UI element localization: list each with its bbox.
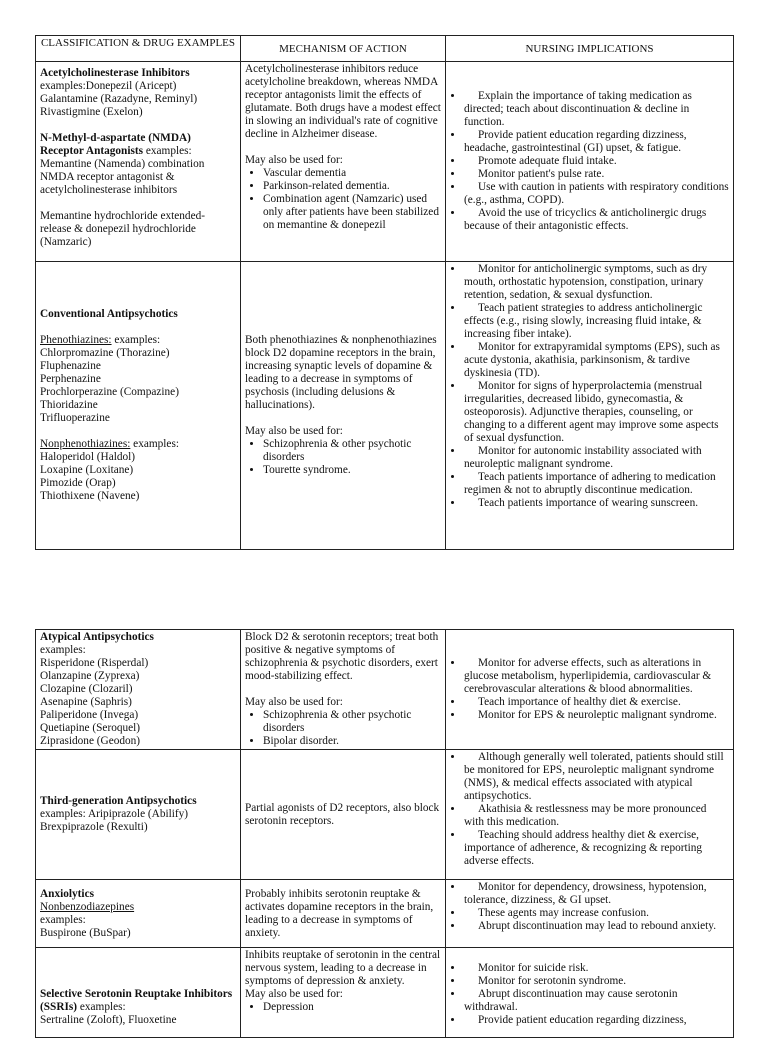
list-item: • Provide patient education regarding dizziness, <box>464 1014 729 1027</box>
drug-line: Asenapine (Saphris) <box>40 696 132 708</box>
list-item: • Monitor for dependency, drowsiness, hypotension, tolerance, dizziness, & GI upset. <box>464 881 729 907</box>
nursing-cell <box>446 630 734 750</box>
table-row <box>36 262 734 550</box>
drug-line: acetylcholinesterase inhibitors <box>40 184 178 196</box>
list-item: • Monitor for serotonin syndrome. <box>464 975 729 988</box>
nursing-list <box>450 751 729 868</box>
drug-line: Olanzapine (Zyprexa) <box>40 670 140 682</box>
list-item: • Provide patient education regarding dizziness, headache, gastrointestinal (GI) upset, & fatigue. <box>464 129 729 155</box>
mechanism-cell <box>241 62 446 262</box>
list-item: • Teaching should address healthy diet & exercise, importance of adherence, & recognizing & reporting adverse effects. <box>464 829 729 868</box>
drug-line: Thioridazine <box>40 399 98 411</box>
also-used-label: May also be used for: <box>245 988 343 1000</box>
drug-line: Trifluoperazine <box>40 412 110 424</box>
drug-line: Galantamine (Razadyne, Reminyl) <box>40 93 198 105</box>
class-title: N-Methyl-d-aspartate (NMDA) Receptor Antagonists <box>40 132 191 157</box>
class-title: Conventional Antipsychotics <box>40 308 178 320</box>
subclass-label: Phenothiazines: <box>40 334 112 346</box>
table-row <box>36 750 734 880</box>
list-item: • Abrupt discontinuation may cause serotonin withdrawal. <box>464 988 729 1014</box>
nursing-list <box>450 962 729 1027</box>
table-row <box>36 630 734 750</box>
list-item: • Monitor for suicide risk. <box>464 962 729 975</box>
drug-line: Ziprasidone (Geodon) <box>40 735 141 747</box>
list-item: • Vascular dementia <box>263 167 441 180</box>
list-item: • Avoid the use of tricyclics & anticholinergic drugs because of their antagonistic effects. <box>464 207 729 233</box>
drug-line: examples: <box>40 913 86 926</box>
also-used-list <box>245 1001 441 1014</box>
list-item: • Parkinson-related dementia. <box>263 180 441 193</box>
class-title: Anxiolytics <box>40 887 94 900</box>
list-item: • Depression <box>263 1001 441 1014</box>
also-used-list <box>245 709 441 748</box>
list-item: • Bipolar disorder. <box>263 735 441 748</box>
table-row <box>36 948 734 1038</box>
also-used-label: May also be used for: <box>245 154 343 166</box>
list-item: • These agents may increase confusion. <box>464 907 729 920</box>
list-item: • Monitor patient's pulse rate. <box>464 168 729 181</box>
list-item: • Monitor for anticholinergic symptoms, such as dry mouth, orthostatic hypotension, constipation, urinary retention, sedation, & sexual dysfunction. <box>464 263 729 302</box>
drug-line: Fluphenazine <box>40 360 101 372</box>
list-item: • Tourette syndrome. <box>263 464 441 477</box>
drug-line: Brexpiprazole (Rexulti) <box>40 821 148 833</box>
examples-label: examples: <box>143 145 192 157</box>
drug-table-1 <box>35 35 734 550</box>
nursing-cell <box>446 750 734 880</box>
classification-cell <box>36 750 241 880</box>
list-item: • Monitor for signs of hyperprolactemia (menstrual irregularities, decreased libido, gynecomastia, & osteoporosis). Adjunctive therapies, counseling, or changing to a different agent may improve some aspects of sexual dysfunction. <box>464 380 729 445</box>
list-item: • Teach patients importance of adhering to medication regimen & not to abruptly discontinue medication. <box>464 471 729 497</box>
list-item: • Schizophrenia & other psychotic disorders <box>263 438 441 464</box>
drug-line: Prochlorperazine (Compazine) <box>40 386 179 398</box>
mechanism-text: Probably inhibits serotonin reuptake & activates dopamine receptors in the brain, leading to a decrease in symptoms of anxiety. <box>245 887 434 939</box>
drug-line: examples: <box>40 644 86 656</box>
mechanism-text: Partial agonists of D2 receptors, also block serotonin receptors. <box>245 801 440 827</box>
class-title: Atypical Antipsychotics <box>40 631 154 643</box>
list-item: • Monitor for adverse effects, such as alterations in glucose metabolism, hyperlipidemia, cardiovascular & cerebrovascular alterations & blood abnormalities. <box>464 657 729 696</box>
list-item: • Teach importance of healthy diet & exercise. <box>464 696 729 709</box>
list-item: • Use with caution in patients with respiratory conditions (e.g., asthma, COPD). <box>464 181 729 207</box>
subclass-label: Nonbenzodiazepines <box>40 900 135 913</box>
header-classification: CLASSIFICATION & DRUG EXAMPLES <box>36 36 241 62</box>
header-row <box>36 36 734 62</box>
list-item: • Combination agent (Namzaric) used only after patients have been stabilized on memantine & donepezil <box>263 193 441 232</box>
nursing-cell <box>446 262 734 550</box>
classification-cell <box>36 62 241 262</box>
list-item: • Monitor for autonomic instability associated with neuroleptic malignant syndrome. <box>464 445 729 471</box>
list-item: • Schizophrenia & other psychotic disorders <box>263 709 441 735</box>
drug-line: Memantine (Namenda) combination <box>40 158 205 170</box>
header-mechanism: MECHANISM OF ACTION <box>241 36 446 62</box>
mechanism-cell <box>241 880 446 948</box>
list-item: • Promote adequate fluid intake. <box>464 155 729 168</box>
subclass-line <box>40 438 236 451</box>
class-title: Acetylcholinesterase Inhibitors <box>40 67 190 79</box>
also-used-label: May also be used for: <box>245 696 343 708</box>
drug-line: Thiothixene (Navene) <box>40 490 140 502</box>
list-item: • Akathisia & restlessness may be more pronounced with this medication. <box>464 803 729 829</box>
list-item: • Monitor for EPS & neuroleptic malignant syndrome. <box>464 709 729 722</box>
nursing-list <box>450 657 729 722</box>
mechanism-text: Block D2 & serotonin receptors; treat both positive & negative symptoms of schizophrenia & psychotic disorders, exert mood-stabilizing effect. <box>245 631 439 682</box>
examples-label: examples: <box>130 438 179 450</box>
mechanism-text: Acetylcholinesterase inhibitors reduce acetylcholine breakdown, whereas NMDA receptor antagonists limit the effects of glutamate. Both drugs have a modest effect in slowing an individual's rate of cognitive decline in Alzheimer disease. <box>245 63 441 140</box>
drug-line: examples: Aripiprazole (Abilify) <box>40 808 189 820</box>
list-item: • Abrupt discontinuation may lead to rebound anxiety. <box>464 920 729 933</box>
nursing-list <box>450 90 729 233</box>
nursing-cell <box>446 62 734 262</box>
drug-line: Perphenazine <box>40 373 101 385</box>
drug-line: Quetiapine (Seroquel) <box>40 722 141 734</box>
drug-line: NMDA receptor antagonist & <box>40 171 175 183</box>
list-item: • Explain the importance of taking medication as directed; teach about discontinuation & decline in function. <box>464 90 729 129</box>
drug-line: Chlorpromazine (Thorazine) <box>40 347 170 359</box>
class-title: Selective Serotonin Reuptake Inhibitors (SSRIs) <box>40 988 233 1013</box>
classification-cell <box>36 262 241 550</box>
table-row <box>36 880 734 948</box>
drug-line: Buspirone (BuSpar) <box>40 926 131 939</box>
drug-line: Sertraline (Zoloft), Fluoxetine <box>40 1014 177 1026</box>
drug-line: Pimozide (Orap) <box>40 477 116 489</box>
subclass-line <box>40 334 236 347</box>
drug-line: Haloperidol (Haldol) <box>40 451 136 463</box>
drug-table-2 <box>35 629 734 1038</box>
drug-line: Memantine hydrochloride extended-release & donepezil hydrochloride (Namzaric) <box>40 210 206 248</box>
also-used-label: May also be used for: <box>245 425 343 437</box>
mechanism-cell <box>241 750 446 880</box>
subclass-line <box>40 901 236 914</box>
nursing-list <box>450 263 729 510</box>
subclass-label: Nonphenothiazines: <box>40 438 131 450</box>
nursing-cell <box>446 880 734 948</box>
class-title-block <box>40 988 236 1014</box>
list-item: • Teach patients importance of wearing sunscreen. <box>464 497 729 510</box>
classification-cell <box>36 630 241 750</box>
nursing-cell <box>446 948 734 1038</box>
also-used-list <box>245 438 441 477</box>
classification-cell <box>36 948 241 1038</box>
drug-line: Paliperidone (Invega) <box>40 709 139 721</box>
class-title-block <box>40 132 236 158</box>
list-item: • Teach patient strategies to address anticholinergic effects (e.g., rising slowly, increasing fluid intake, & increasing fiber intake). <box>464 302 729 341</box>
classification-cell <box>36 880 241 948</box>
nursing-list <box>450 881 729 933</box>
also-used-list <box>245 167 441 232</box>
header-nursing: NURSING IMPLICATIONS <box>446 36 734 62</box>
drug-line: Risperidone (Risperdal) <box>40 657 149 669</box>
drug-line: examples:Donepezil (Aricept) <box>40 80 177 92</box>
examples-label: examples: <box>77 1001 126 1013</box>
drug-line: Rivastigmine (Exelon) <box>40 106 143 118</box>
list-item: • Although generally well tolerated, patients should still be monitored for EPS, neuroleptic malignant syndrome (NMS), & medical effects associated with atypical antipsychotics. <box>464 751 729 803</box>
mechanism-cell <box>241 948 446 1038</box>
mechanism-cell <box>241 630 446 750</box>
list-item: • Monitor for extrapyramidal symptoms (EPS), such as acute dystonia, akathisia, parkinsonism, & tardive dyskinesia (TD). <box>464 341 729 380</box>
mechanism-cell <box>241 262 446 550</box>
mechanism-text: Inhibits reuptake of serotonin in the central nervous system, leading to a decrease in symptoms of depression & anxiety. <box>245 949 441 987</box>
drug-line: Loxapine (Loxitane) <box>40 464 134 476</box>
class-title: Third-generation Antipsychotics <box>40 795 197 807</box>
drug-line: Clozapine (Clozaril) <box>40 683 133 695</box>
mechanism-text: Both phenothiazines & nonphenothiazines block D2 dopamine receptors in the brain, increasing synaptic levels of dopamine & leading to a decrease in symptoms of psychosis (including delusions & hallucinations). <box>245 334 437 411</box>
table-row <box>36 62 734 262</box>
examples-label: examples: <box>111 334 161 346</box>
